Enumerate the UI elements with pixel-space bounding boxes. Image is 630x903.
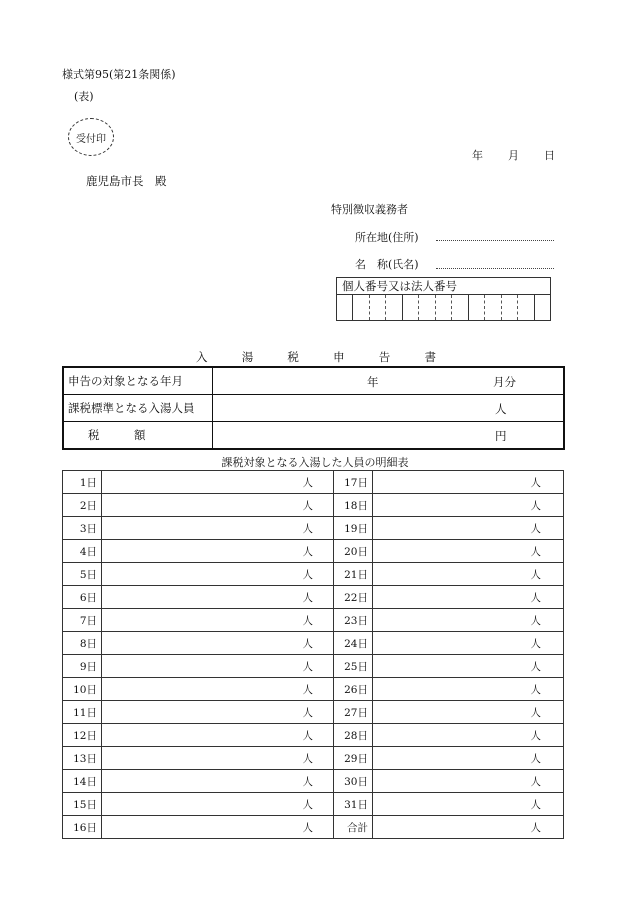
table-row	[63, 724, 564, 747]
table-row	[63, 632, 564, 655]
form-title-char: 税	[287, 350, 299, 364]
left-count-field[interactable]: 人	[102, 494, 334, 517]
left-count-field[interactable]: 人	[102, 540, 334, 563]
mynumber-cell[interactable]	[403, 295, 419, 320]
right-count-field[interactable]: 人	[373, 655, 564, 678]
left-count-field[interactable]: 人	[102, 724, 334, 747]
table-row	[63, 770, 564, 793]
left-count-field[interactable]: 人	[102, 770, 334, 793]
left-day-label: 4日	[63, 540, 102, 563]
left-day-label: 13日	[63, 747, 102, 770]
persons-label: 課税標準となる入湯人員	[63, 395, 213, 422]
mynumber-cell[interactable]	[485, 295, 501, 320]
left-day-label: 6日	[63, 586, 102, 609]
right-day-label: 28日	[334, 724, 373, 747]
table-row	[63, 563, 564, 586]
mynumber-box	[336, 277, 551, 321]
right-count-field[interactable]: 人	[373, 517, 564, 540]
right-count-field[interactable]: 人	[373, 701, 564, 724]
left-count-field[interactable]: 人	[102, 747, 334, 770]
right-day-label: 22日	[334, 586, 373, 609]
form-title-char: 書	[424, 350, 436, 364]
name-label: 名 称(氏名)	[355, 258, 419, 271]
left-day-label: 2日	[63, 494, 102, 517]
table-row	[63, 793, 564, 816]
table-row	[63, 517, 564, 540]
left-day-label: 12日	[63, 724, 102, 747]
side-label: (表)	[74, 90, 94, 103]
tax-label: 税 額	[63, 422, 213, 450]
mynumber-cell[interactable]	[337, 295, 353, 320]
left-day-label: 8日	[63, 632, 102, 655]
left-day-label: 5日	[63, 563, 102, 586]
right-count-field[interactable]: 人	[373, 747, 564, 770]
persons-row	[63, 395, 564, 422]
mynumber-label: 個人番号又は法人番号	[337, 278, 550, 295]
right-count-field[interactable]: 人	[373, 563, 564, 586]
table-row	[63, 609, 564, 632]
right-day-label: 29日	[334, 747, 373, 770]
right-count-field[interactable]: 人	[373, 494, 564, 517]
period-row	[63, 367, 564, 395]
mynumber-cell[interactable]	[370, 295, 386, 320]
left-count-field[interactable]: 人	[102, 471, 334, 494]
left-day-label: 1日	[63, 471, 102, 494]
right-count-field[interactable]: 人	[373, 816, 564, 839]
form-title-char: 告	[378, 350, 391, 364]
left-count-field[interactable]: 人	[102, 816, 334, 839]
left-day-label: 10日	[63, 678, 102, 701]
left-count-field[interactable]: 人	[102, 563, 334, 586]
table-row	[63, 747, 564, 770]
period-field[interactable]	[213, 367, 565, 395]
mynumber-cell[interactable]	[353, 295, 369, 320]
table-row	[63, 701, 564, 724]
date-day-label: 日	[544, 149, 555, 162]
table-row	[63, 586, 564, 609]
left-count-field[interactable]: 人	[102, 609, 334, 632]
left-day-label: 3日	[63, 517, 102, 540]
address-field[interactable]	[436, 240, 554, 241]
table-row	[63, 816, 564, 839]
right-count-field[interactable]: 人	[373, 678, 564, 701]
right-day-label: 19日	[334, 517, 373, 540]
right-day-label: 合計	[334, 816, 373, 839]
right-count-field[interactable]: 人	[373, 586, 564, 609]
mynumber-cell[interactable]	[535, 295, 550, 320]
form-title-char: 申	[333, 350, 345, 364]
persons-unit: 人	[495, 402, 507, 416]
right-count-field[interactable]: 人	[373, 609, 564, 632]
form-title-char: 入	[196, 350, 208, 364]
table-row	[63, 494, 564, 517]
left-count-field[interactable]: 人	[102, 586, 334, 609]
left-day-label: 16日	[63, 816, 102, 839]
right-count-field[interactable]: 人	[373, 540, 564, 563]
right-day-label: 21日	[334, 563, 373, 586]
right-day-label: 18日	[334, 494, 373, 517]
table-row	[63, 471, 564, 494]
form-title	[196, 349, 436, 365]
left-day-label: 15日	[63, 793, 102, 816]
tax-field[interactable]	[213, 422, 565, 450]
period-label: 申告の対象となる年月	[63, 367, 213, 395]
left-count-field[interactable]: 人	[102, 678, 334, 701]
persons-field[interactable]	[213, 395, 565, 422]
left-count-field[interactable]: 人	[102, 517, 334, 540]
declaration-table	[62, 366, 565, 450]
seal-label: 受付印	[76, 133, 106, 145]
addressee: 鹿児島市長 殿	[86, 174, 167, 188]
right-day-label: 24日	[334, 632, 373, 655]
mynumber-cell[interactable]	[452, 295, 468, 320]
mynumber-cell[interactable]	[419, 295, 435, 320]
left-count-field[interactable]: 人	[102, 655, 334, 678]
tax-row	[63, 422, 564, 450]
left-count-field[interactable]: 人	[102, 793, 334, 816]
table-row	[63, 678, 564, 701]
left-day-label: 7日	[63, 609, 102, 632]
mynumber-cells[interactable]	[337, 295, 550, 320]
form-number: 様式第95(第21条関係)	[62, 68, 176, 81]
reception-seal	[68, 118, 114, 156]
year-unit: 年	[367, 375, 379, 389]
mynumber-cell[interactable]	[502, 295, 518, 320]
right-count-field[interactable]: 人	[373, 770, 564, 793]
name-field[interactable]	[436, 268, 554, 269]
right-count-field[interactable]: 人	[373, 724, 564, 747]
right-count-field[interactable]: 人	[373, 793, 564, 816]
month-unit: 月分	[493, 375, 516, 389]
table-row	[63, 540, 564, 563]
address-label: 所在地(住所)	[355, 231, 419, 244]
right-day-label: 23日	[334, 609, 373, 632]
right-count-field[interactable]: 人	[373, 632, 564, 655]
date-year-label: 年	[472, 149, 483, 162]
detail-title: 課税対象となる入湯した人員の明細表	[221, 456, 409, 469]
mynumber-cell[interactable]	[386, 295, 402, 320]
mynumber-cell[interactable]	[469, 295, 485, 320]
mynumber-cell[interactable]	[436, 295, 452, 320]
left-count-field[interactable]: 人	[102, 632, 334, 655]
tax-unit: 円	[495, 429, 507, 443]
right-day-label: 31日	[334, 793, 373, 816]
detail-table	[62, 470, 564, 839]
form-title-char: 湯	[241, 350, 254, 364]
left-day-label: 9日	[63, 655, 102, 678]
right-day-label: 17日	[334, 471, 373, 494]
right-count-field[interactable]: 人	[373, 471, 564, 494]
left-day-label: 14日	[63, 770, 102, 793]
mynumber-cell[interactable]	[518, 295, 534, 320]
right-day-label: 27日	[334, 701, 373, 724]
table-row	[63, 655, 564, 678]
date-month-label: 月	[508, 149, 519, 162]
right-day-label: 26日	[334, 678, 373, 701]
obligor-title: 特別徴収義務者	[331, 203, 408, 216]
left-count-field[interactable]: 人	[102, 701, 334, 724]
left-day-label: 11日	[63, 701, 102, 724]
right-day-label: 30日	[334, 770, 373, 793]
right-day-label: 20日	[334, 540, 373, 563]
right-day-label: 25日	[334, 655, 373, 678]
